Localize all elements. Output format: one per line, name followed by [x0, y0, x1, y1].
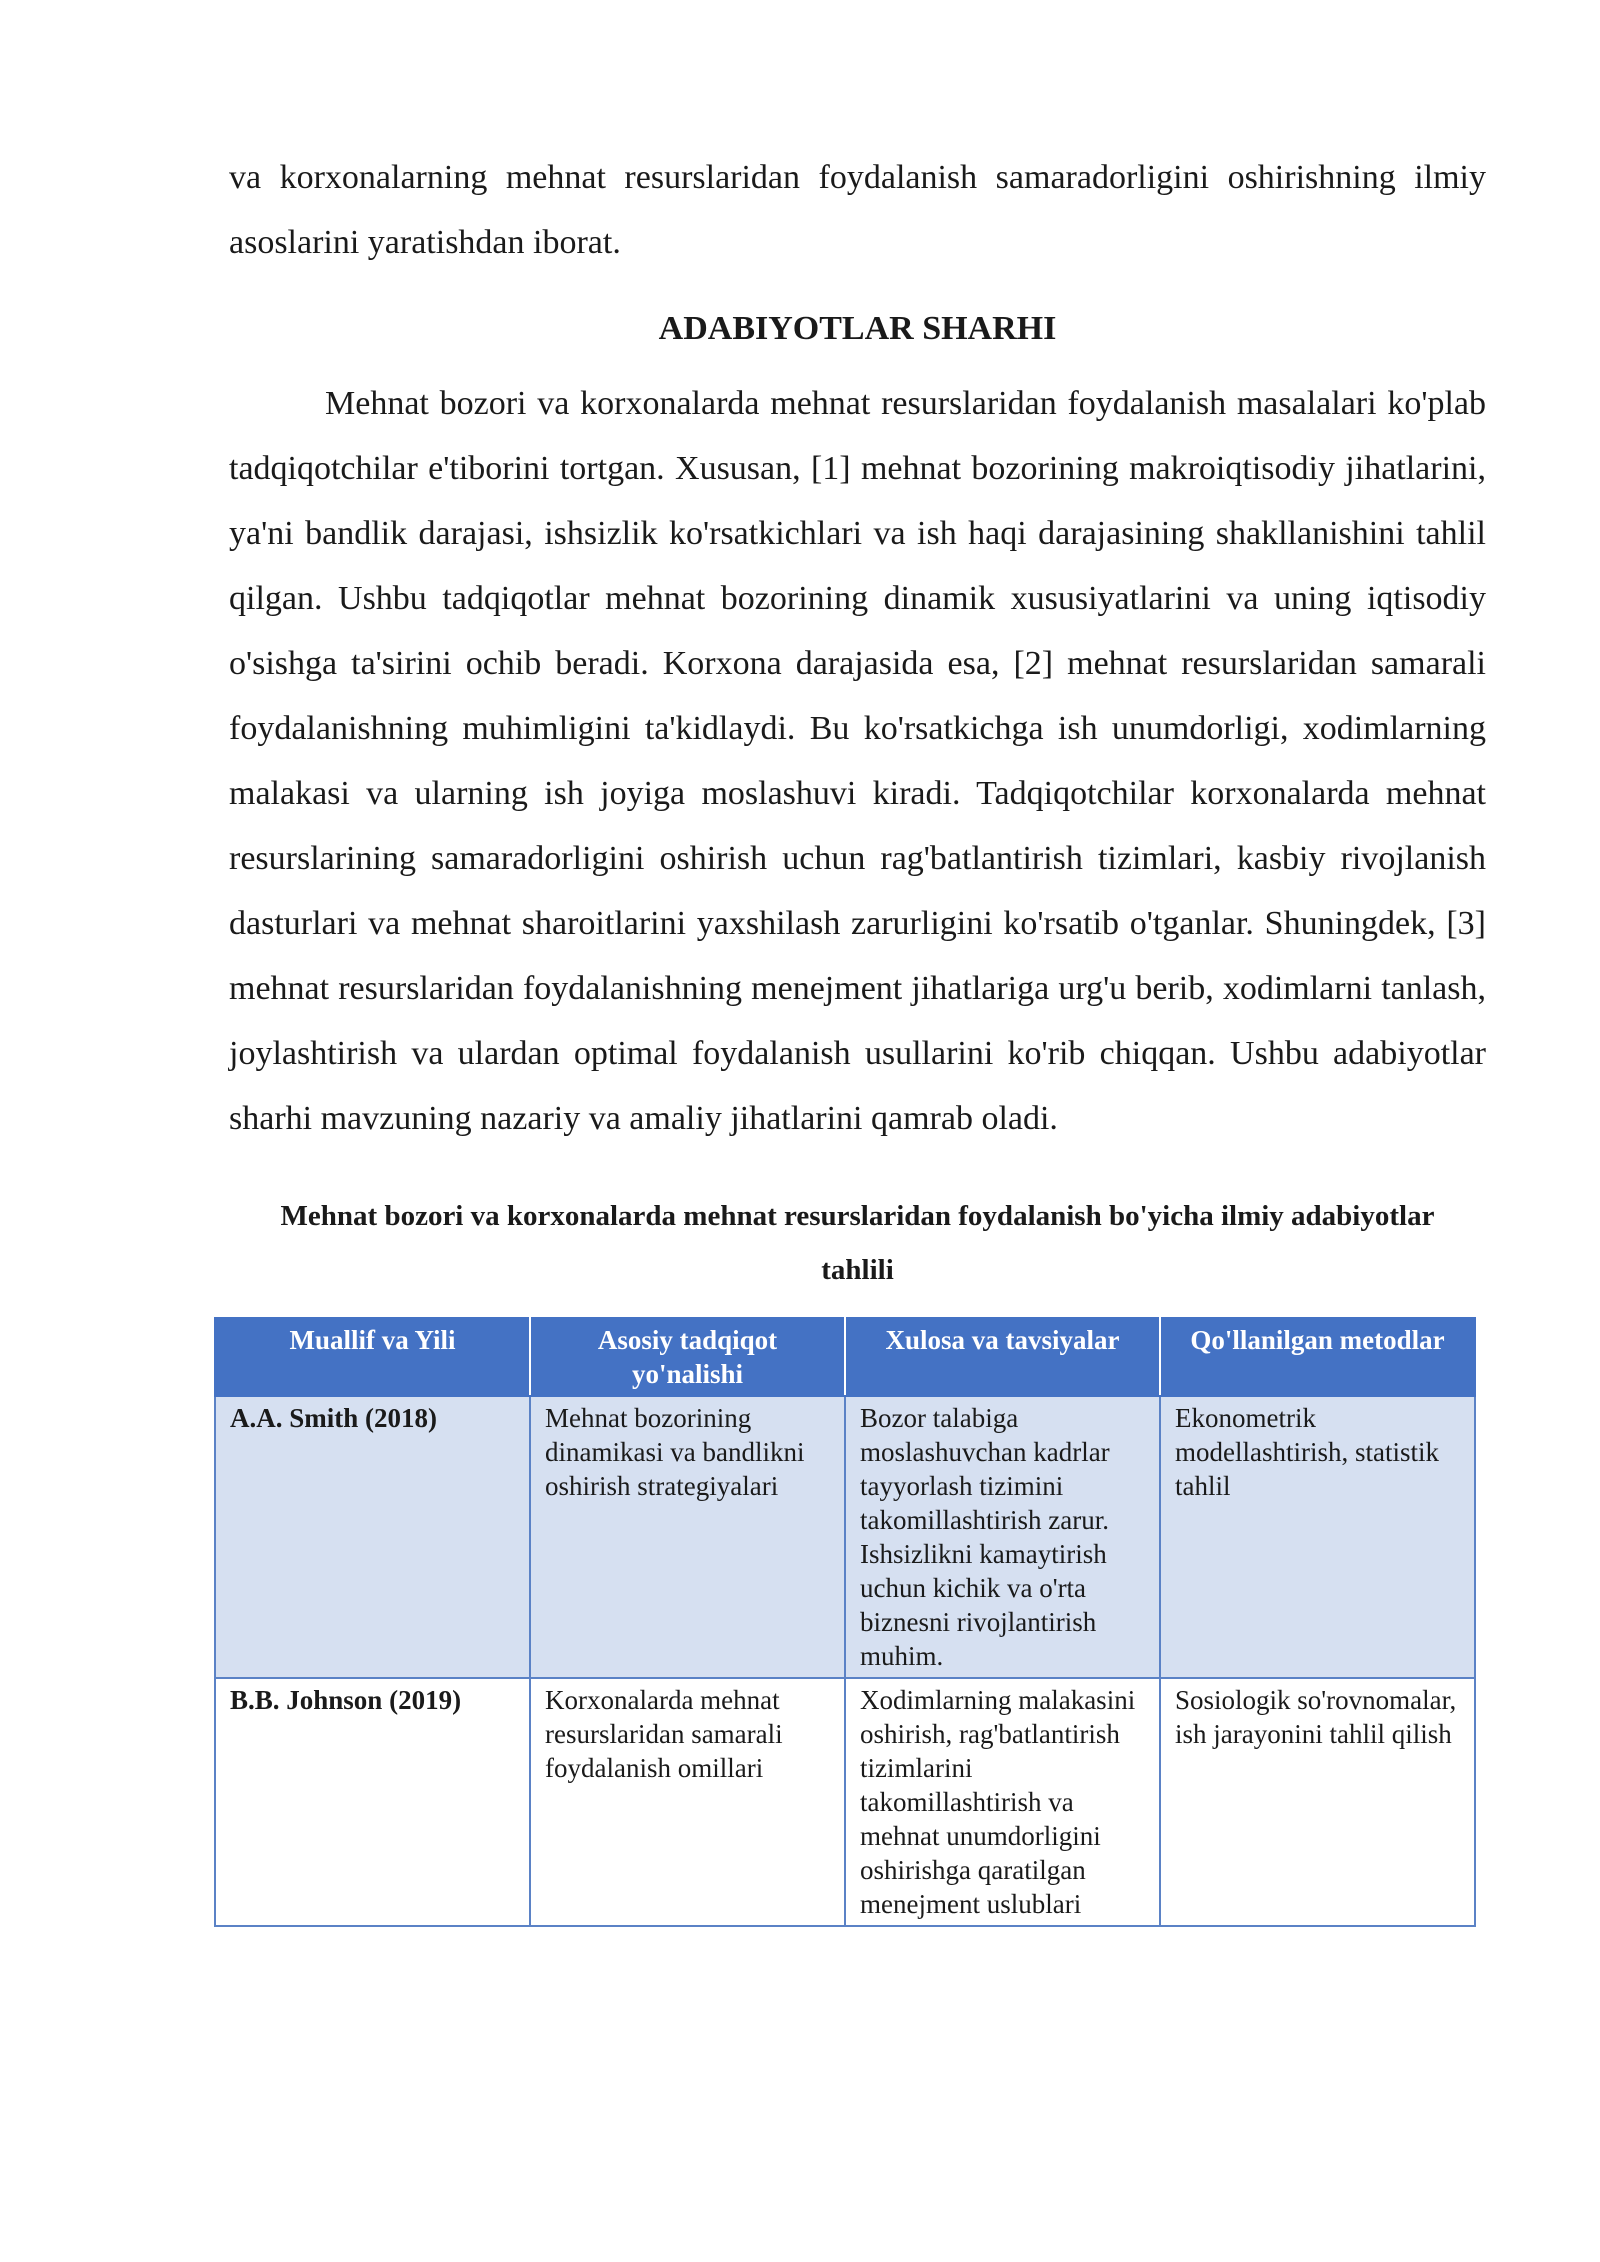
header-author-year: Muallif va Yili — [215, 1318, 530, 1396]
table-row — [215, 1678, 1475, 1926]
cell-direction: Korxonalarda mehnat resurslaridan samarali foydalanish omillari — [530, 1678, 845, 1926]
cell-methods: Sosiologik so'rovnomalar, ish jarayonini tahlil qilish — [1160, 1678, 1475, 1926]
table-row — [215, 1396, 1475, 1678]
table-header-row — [215, 1318, 1475, 1396]
header-methods: Qo'llanilgan metodlar — [1160, 1318, 1475, 1396]
cell-direction: Mehnat bozorining dinamikasi va bandlikni oshirish strategiyalari — [530, 1396, 845, 1678]
cell-author: B.B. Johnson (2019) — [215, 1678, 530, 1926]
intro-paragraph: va korxonalarning mehnat resurslaridan foydalanish samaradorligini oshirishning ilmiy asoslarini yaratishdan iborat. — [229, 159, 1486, 261]
table-caption: Mehnat bozori va korxonalarda mehnat resurslaridan foydalanish bo'yicha ilmiy adabiyotlar tahlili — [280, 1200, 1435, 1286]
header-conclusions: Xulosa va tavsiyalar — [845, 1318, 1160, 1396]
page-content — [229, 145, 1486, 1927]
literature-table — [214, 1317, 1476, 1927]
cell-author: A.A. Smith (2018) — [215, 1396, 530, 1678]
cell-conclusion: Bozor talabiga moslashuvchan kadrlar tayyorlash tizimini takomillashtirish zarur. Ishsizlikni kamaytirish uchun kichik va o'rta biznesni rivojlantirish muhim. — [845, 1396, 1160, 1678]
section-title: ADABIYOTLAR SHARHI — [658, 310, 1057, 347]
literature-review-paragraph: Mehnat bozori va korxonalarda mehnat resurslaridan foydalanish masalalari ko'plab tadqiqotchilar e'tiborini tortgan. Xususan, [1] mehnat bozorining makroiqtisodiy jihatlarini, ya'ni bandlik darajasi, ishsizlik ko'rsatkichlari va ish haqi darajasining shakllanishini tahlil qilgan. Ushbu tadqiqotlar mehnat bozorining dinamik xususiyatlarini va uning iqtisodiy o'sishga ta'sirini ochib beradi. Korxona darajasida esa, [2] mehnat resurslaridan samarali foydalanishning muhimligini ta'kidlaydi. Bu ko'rsatkichga ish unumdorligi, xodimlarning malakasi va ularning ish joyiga moslashuvi kiradi. Tadqiqotchilar korxonalarda mehnat resurslarining samaradorligini oshirish uchun rag'batlantirish tizimlari, kasbiy rivojlanish dasturlari va mehnat sharoitlarini yaxshilash zarurligini ko'rsatib o'tganlar. Shuningdek, [3] mehnat resurslaridan foydalanishning menejment jihatlariga urg'u berib, xodimlarni tanlash, joylashtirish va ulardan optimal foydalanish usullarini ko'rib chiqqan. Ushbu adabiyotlar sharhi mavzuning nazariy va amaliy jihatlarini qamrab oladi. — [229, 385, 1486, 1137]
cell-methods: Ekonometrik modellashtirish, statistik tahlil — [1160, 1396, 1475, 1678]
cell-conclusion: Xodimlarning malakasini oshirish, rag'batlantirish tizimlarini takomillashtirish va mehnat unumdorligini oshirishga qaratilgan menejment uslublari — [845, 1678, 1160, 1926]
header-research-direction: Asosiy tadqiqot yo'nalishi — [530, 1318, 845, 1396]
